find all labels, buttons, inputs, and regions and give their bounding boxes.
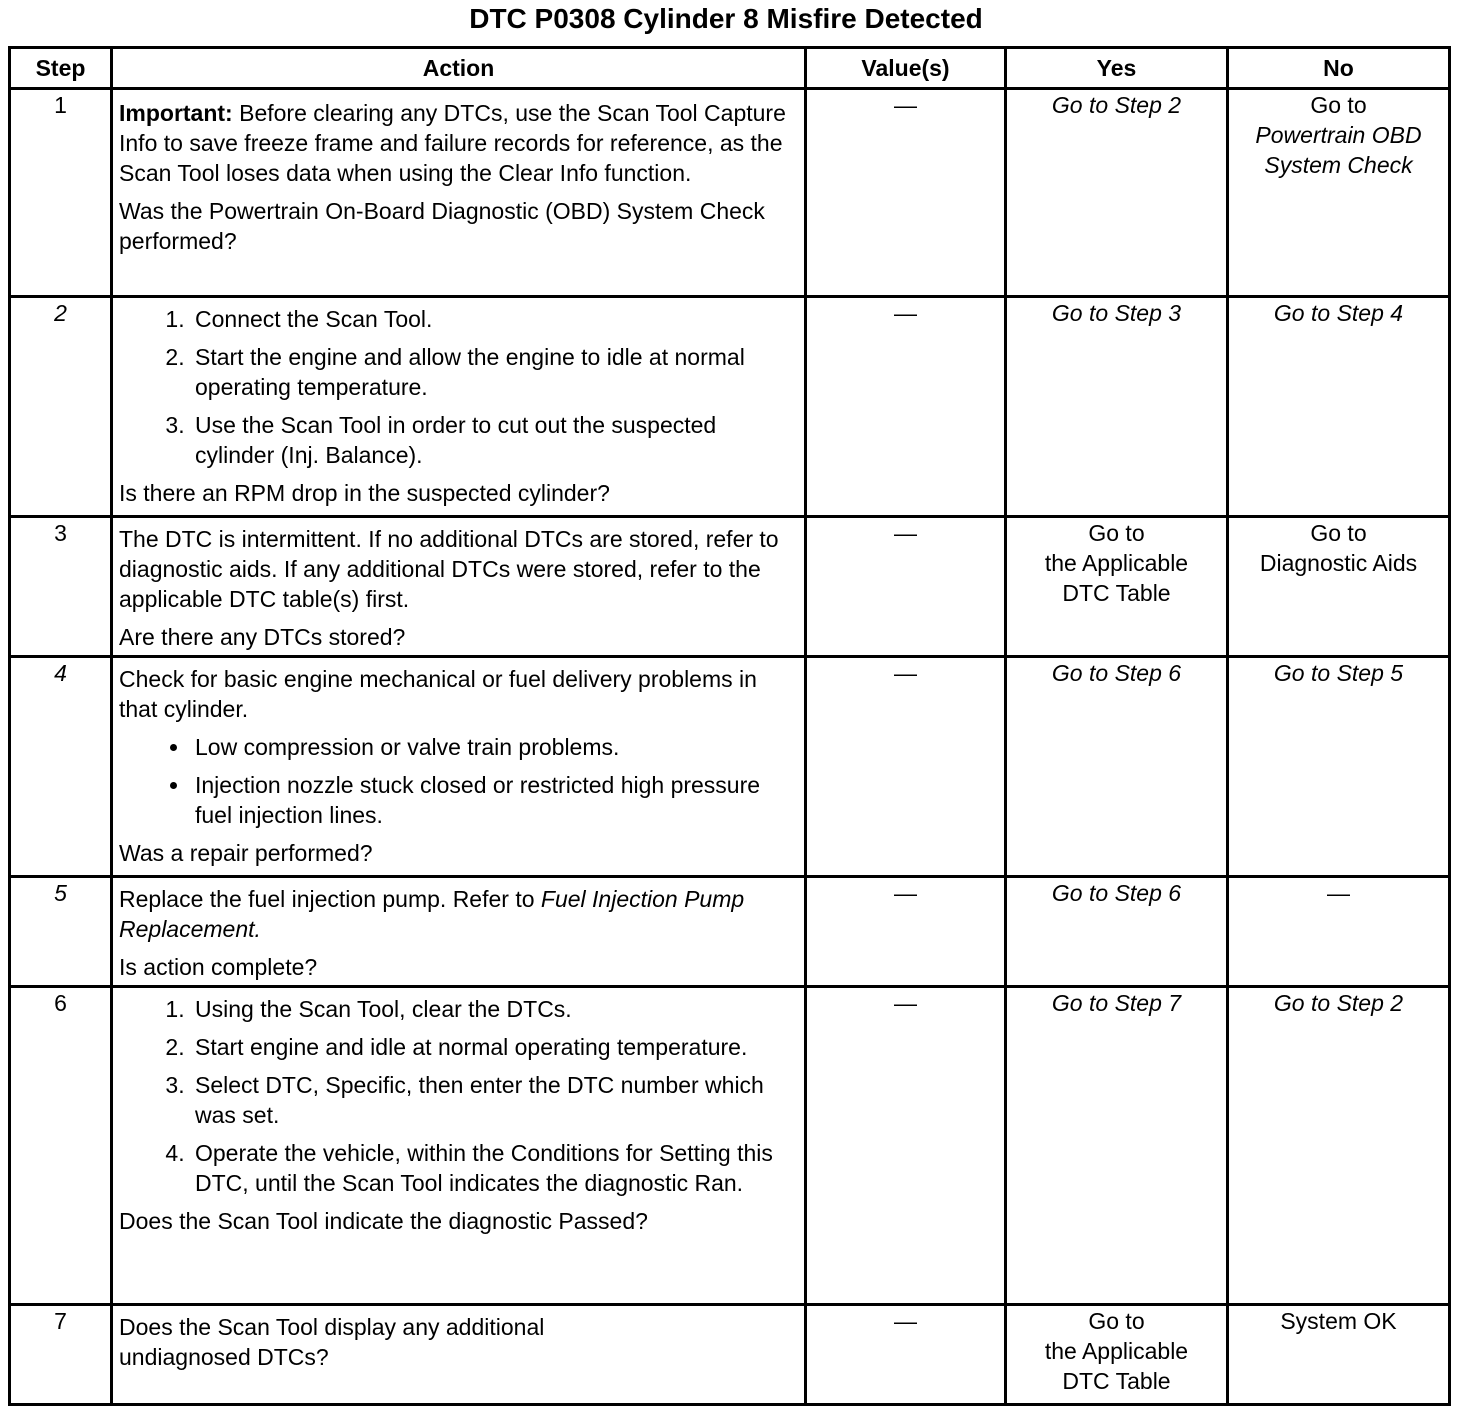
action-text: [119, 884, 798, 944]
no-cell: Go to Step 5: [1228, 657, 1450, 877]
action-step: 3. Use the Scan Tool in order to cut out the suspected cylinder (Inj. Balance).: [191, 410, 798, 470]
step-number: 4: [10, 657, 112, 877]
action-cell: [112, 297, 806, 517]
page-title: DTC P0308 Cylinder 8 Misfire Detected: [469, 3, 983, 34]
header-no: No: [1228, 48, 1450, 89]
step-number: 3: [10, 517, 112, 657]
value-cell: —: [806, 297, 1006, 517]
yes-line: the Applicable: [1044, 550, 1189, 576]
no-line: Diagnostic Aids: [1259, 550, 1418, 576]
value-cell: —: [806, 987, 1006, 1305]
no-cell: [1228, 89, 1450, 297]
action-cell: [112, 89, 806, 297]
table-row: [10, 657, 1450, 877]
yes-cell: Go to Step 6: [1006, 877, 1228, 987]
step-number: 1: [10, 89, 112, 297]
yes-cell: Go to Step 6: [1006, 657, 1228, 877]
action-cell: [112, 657, 806, 877]
action-step: 4. Operate the vehicle, within the Conditions for Setting this DTC, until the Scan Tool indicates the diagnostic Ran.: [191, 1138, 798, 1198]
table-row: [10, 517, 1450, 657]
table-row: [10, 89, 1450, 297]
yes-cell: Go to Step 2: [1006, 89, 1228, 297]
table-row: [10, 297, 1450, 517]
value-cell: —: [806, 89, 1006, 297]
header-yes: Yes: [1006, 48, 1228, 89]
action-step: 2. Start the engine and allow the engine to idle at normal operating temperature.: [191, 342, 798, 402]
action-text: The DTC is intermittent. If no additional DTCs are stored, refer to diagnostic aids. If any additional DTCs were stored, refer to the applicable DTC table(s) first.: [119, 526, 779, 612]
no-cell: Go to Step 2: [1228, 987, 1450, 1305]
action-text: Check for basic engine mechanical or fuel delivery problems in that cylinder.: [119, 666, 757, 722]
action-steps: [119, 994, 798, 1198]
no-cell: [1228, 517, 1450, 657]
action-bullet: • Low compression or valve train problems.: [191, 732, 798, 762]
action-step: 1. Connect the Scan Tool.: [191, 304, 798, 334]
table-row: [10, 987, 1450, 1305]
action-question: Does the Scan Tool indicate the diagnostic Passed?: [119, 1208, 648, 1234]
table-row: [10, 1305, 1450, 1405]
yes-line: the Applicable: [1044, 1338, 1189, 1364]
value-cell: —: [806, 877, 1006, 987]
header-action: Action: [112, 48, 806, 89]
action-question: Is action complete?: [119, 954, 318, 980]
yes-cell: Go to Step 7: [1006, 987, 1228, 1305]
no-line: Go to: [1310, 92, 1367, 118]
action-cell: [112, 987, 806, 1305]
no-link: System Check: [1264, 152, 1413, 178]
no-cell: —: [1228, 877, 1450, 987]
value-cell: —: [806, 1305, 1006, 1405]
action-step: 2. Start engine and idle at normal operating temperature.: [191, 1032, 798, 1062]
important-text: Before clearing any DTCs, use the Scan Tool Capture Info to save freeze frame and failure records for reference, as the Scan Tool loses data when using the Clear Info function.: [119, 100, 786, 186]
action-question: Are there any DTCs stored?: [119, 624, 406, 650]
yes-cell: [1006, 1305, 1228, 1405]
yes-line: Go to: [1088, 1308, 1145, 1334]
action-steps: [119, 304, 798, 470]
action-question: Does the Scan Tool display any additional undiagnosed DTCs?: [119, 1314, 545, 1370]
action-step: 1. Using the Scan Tool, clear the DTCs.: [191, 994, 798, 1024]
action-bullets: [119, 732, 798, 830]
important-note: [119, 98, 798, 188]
step-number: 6: [10, 987, 112, 1305]
action-bullet: • Injection nozzle stuck closed or restricted high pressure fuel injection lines.: [191, 770, 798, 830]
step-number: 5: [10, 877, 112, 987]
yes-cell: [1006, 517, 1228, 657]
table-header-row: [10, 48, 1450, 89]
header-values: Value(s): [806, 48, 1006, 89]
step-number: 7: [10, 1305, 112, 1405]
value-cell: —: [806, 517, 1006, 657]
value-cell: —: [806, 657, 1006, 877]
action-cell: [112, 877, 806, 987]
action-question: Was the Powertrain On-Board Diagnostic (OBD) System Check performed?: [119, 198, 765, 254]
table-row: [10, 877, 1450, 987]
yes-cell: Go to Step 3: [1006, 297, 1228, 517]
action-text-main: Replace the fuel injection pump. Refer to: [119, 886, 541, 912]
header-step: Step: [10, 48, 112, 89]
yes-line: Go to: [1088, 520, 1145, 546]
action-question: Was a repair performed?: [119, 840, 373, 866]
no-cell: Go to Step 4: [1228, 297, 1450, 517]
diagnostic-table: [8, 46, 1451, 1406]
yes-line: DTC Table: [1062, 580, 1171, 606]
important-label: Important:: [119, 100, 233, 126]
action-cell: [112, 1305, 806, 1405]
no-link: Powertrain OBD: [1255, 122, 1422, 148]
step-number: 2: [10, 297, 112, 517]
action-question: Is there an RPM drop in the suspected cylinder?: [119, 480, 610, 506]
action-step: 3. Select DTC, Specific, then enter the DTC number which was set.: [191, 1070, 798, 1130]
yes-line: DTC Table: [1062, 1368, 1171, 1394]
action-cell: [112, 517, 806, 657]
procedure-reference: Fuel Injection Pump Replacement.: [119, 886, 745, 942]
no-line: Go to: [1310, 520, 1367, 546]
no-cell: System OK: [1228, 1305, 1450, 1405]
